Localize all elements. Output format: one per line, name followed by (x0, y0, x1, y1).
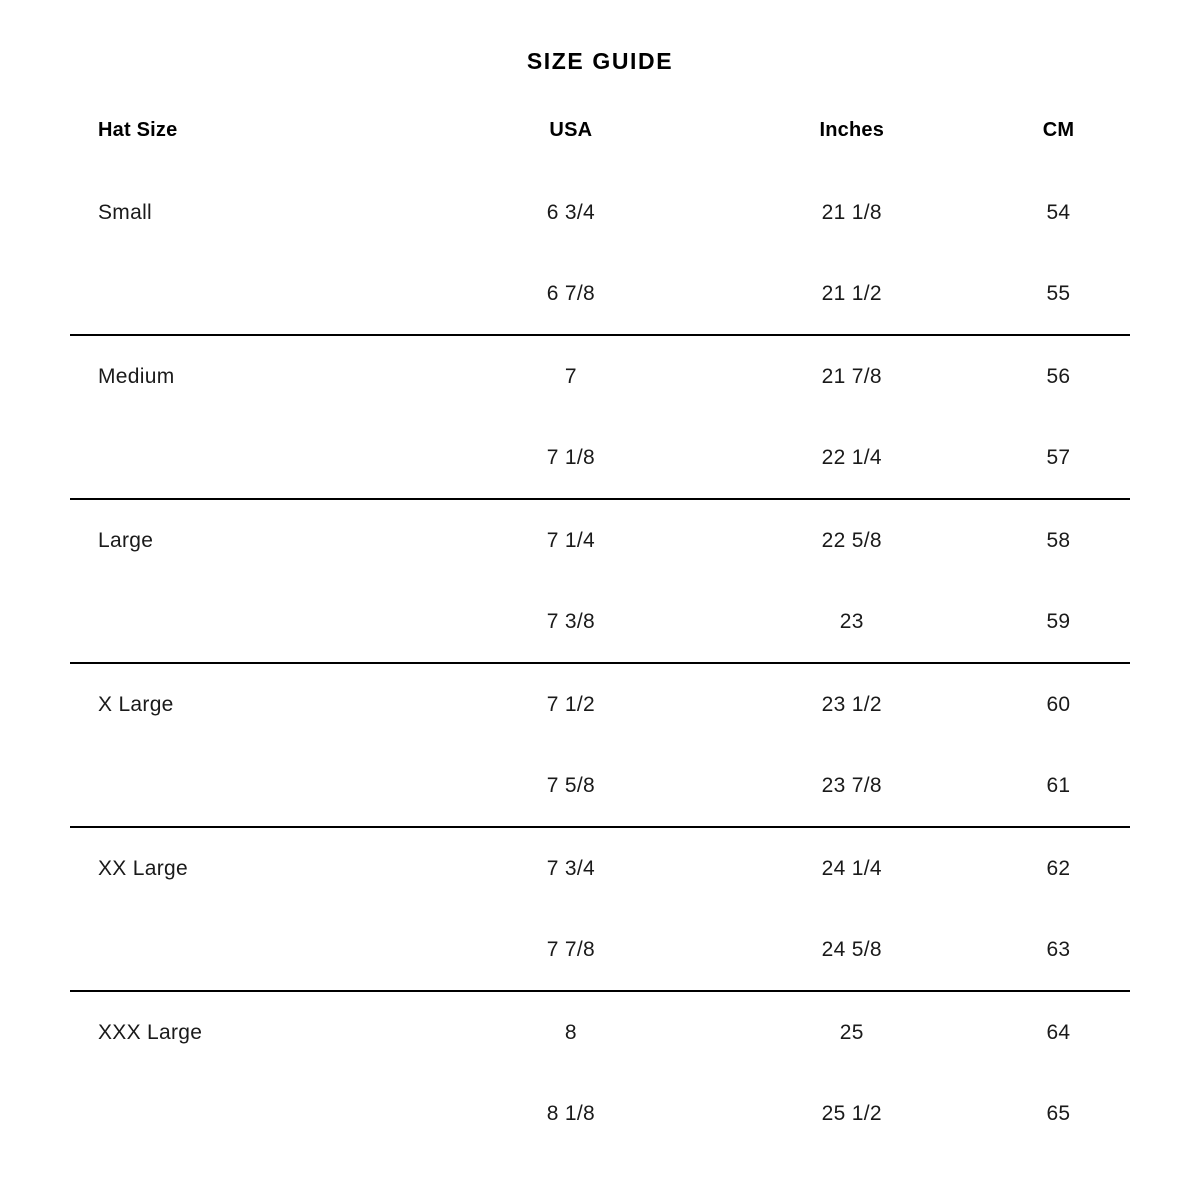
cell-usa: 7 3/8 (546, 609, 595, 633)
cell-hat-size: X Large (70, 663, 425, 745)
cell-usa: 7 3/4 (425, 827, 717, 909)
cell-cm: 57 (1046, 445, 1071, 469)
cell-usa: 8 1/8 (546, 1101, 595, 1125)
cell-hat-size: Small (98, 200, 153, 224)
cell-inches: 21 1/8 (821, 200, 882, 224)
table-row (70, 991, 1130, 1073)
cell-cm: 56 (987, 335, 1130, 417)
cell-inches: 21 7/8 (717, 335, 987, 417)
page-title: SIZE GUIDE (526, 48, 674, 74)
cell-usa: 6 3/4 (546, 200, 595, 224)
cell-hat-size (70, 745, 425, 827)
cell-hat-size: Large (70, 499, 425, 581)
table-row (70, 335, 1130, 417)
column-header-hat-size: Hat Size (98, 119, 178, 141)
cell-usa: 7 1/4 (425, 499, 717, 581)
size-chart-table (70, 119, 1130, 1154)
cell-inches: 22 5/8 (717, 499, 987, 581)
cell-usa: 7 5/8 (546, 773, 595, 797)
column-header-usa: USA (549, 119, 593, 141)
table-body (70, 172, 1130, 1154)
table-row (70, 499, 1130, 581)
cell-cm: 58 (987, 499, 1130, 581)
table-row (70, 745, 1130, 827)
cell-cm: 59 (1046, 609, 1071, 633)
cell-usa: 7 1/8 (546, 445, 595, 469)
cell-hat-size (70, 581, 425, 663)
table-row (70, 909, 1130, 991)
cell-cm: 62 (987, 827, 1130, 909)
cell-cm: 55 (1046, 281, 1071, 305)
table-row (70, 253, 1130, 335)
cell-hat-size (70, 1073, 425, 1154)
cell-inches: 25 (717, 991, 987, 1073)
cell-cm: 61 (1046, 773, 1071, 797)
cell-usa: 6 7/8 (546, 281, 595, 305)
cell-hat-size (70, 909, 425, 991)
table-header-row (70, 119, 1130, 172)
cell-inches: 21 1/2 (821, 281, 882, 305)
table-row (70, 663, 1130, 745)
cell-inches: 23 (839, 609, 864, 633)
table-header (70, 119, 1130, 172)
column-header-inches: Inches (819, 119, 885, 141)
cell-cm: 65 (1046, 1101, 1071, 1125)
cell-hat-size (70, 253, 425, 335)
table-row (70, 172, 1130, 253)
cell-usa: 8 (425, 991, 717, 1073)
table-row (70, 827, 1130, 909)
cell-inches: 23 7/8 (821, 773, 882, 797)
cell-usa: 7 (425, 335, 717, 417)
cell-cm: 54 (1046, 200, 1071, 224)
table-row (70, 1073, 1130, 1154)
cell-usa: 7 1/2 (425, 663, 717, 745)
cell-hat-size: XX Large (70, 827, 425, 909)
table-row (70, 417, 1130, 499)
cell-cm: 63 (1046, 937, 1071, 961)
cell-inches: 24 5/8 (821, 937, 882, 961)
cell-cm: 60 (987, 663, 1130, 745)
cell-hat-size: Medium (70, 335, 425, 417)
column-header-cm: CM (1042, 119, 1075, 141)
cell-inches: 24 1/4 (717, 827, 987, 909)
cell-hat-size: XXX Large (70, 991, 425, 1073)
cell-inches: 22 1/4 (821, 445, 882, 469)
cell-cm: 64 (987, 991, 1130, 1073)
cell-usa: 7 7/8 (546, 937, 595, 961)
cell-hat-size (70, 417, 425, 499)
cell-inches: 23 1/2 (717, 663, 987, 745)
table-row (70, 581, 1130, 663)
cell-inches: 25 1/2 (821, 1101, 882, 1125)
